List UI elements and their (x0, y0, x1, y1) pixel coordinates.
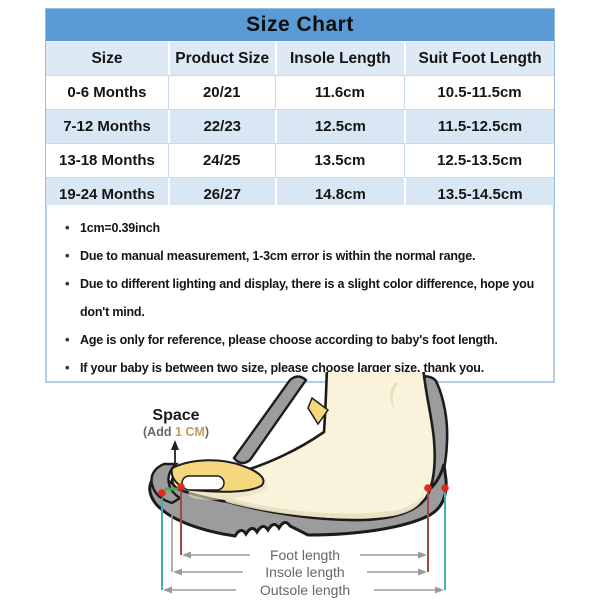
list-item (47, 270, 553, 326)
table-header-row (46, 42, 554, 75)
table-cell: 13-18 Months (59, 152, 155, 169)
bullet-icon: • (65, 276, 70, 291)
red-marker-dot (424, 484, 432, 492)
space-label: Space (152, 407, 200, 424)
foot-measurement-diagram (128, 372, 488, 600)
size-chart-table (45, 8, 555, 212)
bullet-icon: • (65, 332, 70, 347)
bullet-icon: • (65, 248, 70, 263)
red-marker-dot (177, 483, 185, 491)
list-item (47, 326, 553, 354)
red-marker-dot (441, 484, 449, 492)
table-row (46, 143, 554, 177)
outsole-length-label: Outsole length (259, 582, 351, 598)
table-cell: 14.8cm (275, 178, 405, 211)
table-cell: 11.6cm (275, 76, 405, 109)
note-text: Due to manual measurement, 1-3cm error is within the normal range. (80, 249, 476, 263)
column-header: Suit Foot Length (404, 42, 554, 75)
list-item (47, 214, 553, 242)
space-arrowhead-icon (171, 440, 179, 450)
note-text: Due to different lighting and display, there is a slight color difference, hope you don't mind. (80, 277, 535, 319)
table-cell: 0-6 Months (67, 84, 147, 101)
table-cell: 20/21 (168, 76, 275, 109)
big-toe-shape (182, 476, 224, 490)
red-marker-dot (158, 489, 166, 497)
table-cell: 12.5-13.5cm (404, 144, 554, 177)
table-cell: 7-12 Months (63, 118, 151, 135)
arrowhead-icon (173, 569, 182, 576)
arrowhead-icon (418, 552, 427, 559)
table-cell: 24/25 (168, 144, 275, 177)
notes-box (45, 205, 555, 383)
insole-length-label: Insole length (265, 564, 345, 580)
arrowhead-icon (182, 552, 191, 559)
note-text: 1cm=0.39inch (80, 221, 160, 235)
table-cell: 13.5cm (275, 144, 405, 177)
bullet-icon: • (65, 220, 70, 235)
note-text: Age is only for reference, please choose according to baby's foot length. (80, 333, 498, 347)
table-cell: 19-24 Months (59, 186, 155, 203)
space-sub-label: (Add 1 CM) (143, 425, 209, 439)
column-header: Size (91, 49, 123, 67)
table-row (46, 75, 554, 109)
list-item (47, 242, 553, 270)
arrowhead-icon (163, 587, 172, 594)
table-cell: 10.5-11.5cm (404, 76, 554, 109)
column-header: Insole Length (275, 42, 405, 75)
table-cell: 11.5-12.5cm (404, 110, 554, 143)
bullet-icon: • (65, 360, 70, 375)
foot-length-label: Foot length (269, 547, 341, 563)
table-cell: 26/27 (168, 178, 275, 211)
table-cell: 13.5-14.5cm (404, 178, 554, 211)
table-cell: 12.5cm (275, 110, 405, 143)
note-text: If your baby is between two size, please choose larger size, thank you. (80, 361, 484, 375)
arrowhead-icon (435, 587, 444, 594)
table-cell: 22/23 (168, 110, 275, 143)
arrowhead-icon (418, 569, 427, 576)
page-title: Size Chart (46, 9, 554, 42)
table-row (46, 109, 554, 143)
column-header: Product Size (168, 42, 275, 75)
